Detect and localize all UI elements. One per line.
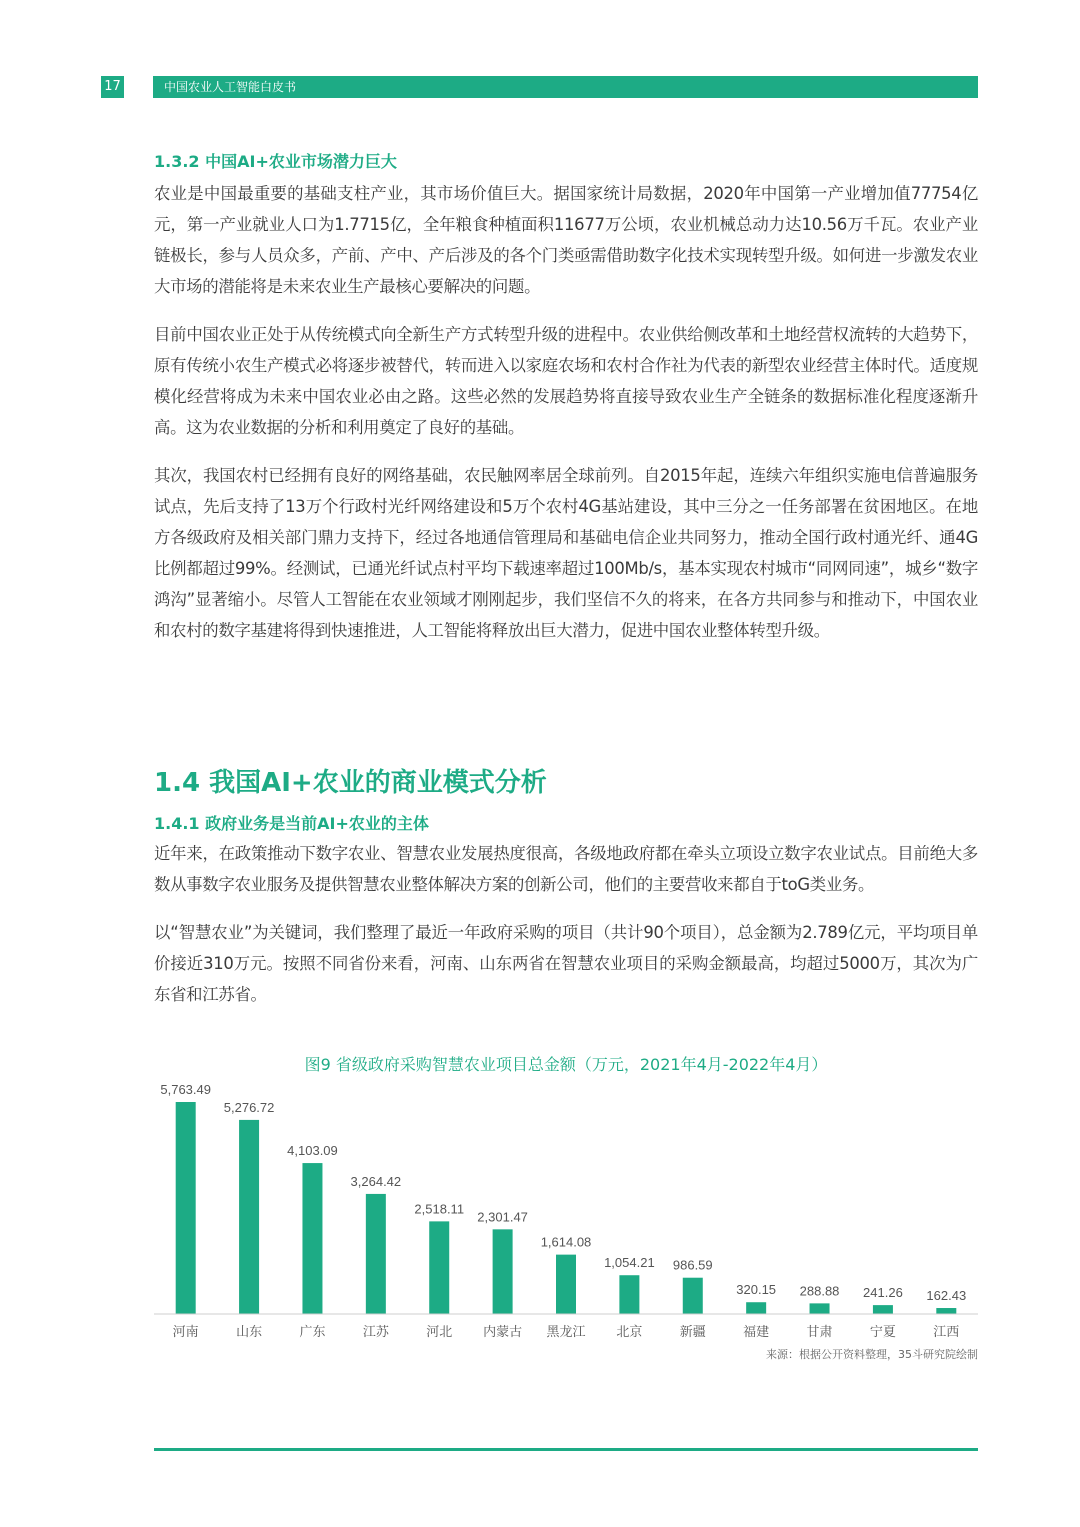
category-label: 河北	[426, 1325, 453, 1340]
footer-divider	[154, 1448, 978, 1451]
bar	[810, 1303, 830, 1314]
page-header	[101, 76, 978, 98]
bar	[746, 1302, 766, 1314]
bar	[873, 1305, 893, 1314]
category-label: 北京	[616, 1325, 643, 1340]
bar	[176, 1102, 196, 1314]
category-label: 新疆	[679, 1325, 706, 1340]
data-label: 2,518.11	[414, 1201, 465, 1217]
data-label: 5,276.72	[223, 1099, 275, 1115]
data-label: 162.43	[926, 1288, 967, 1304]
category-label: 山东	[236, 1325, 263, 1340]
data-label: 288.88	[799, 1283, 840, 1299]
bar	[302, 1163, 322, 1314]
section-heading-1-4: 1.4 我国AI+农业的商业模式分析	[154, 768, 547, 798]
data-label: 2,301.47	[477, 1209, 528, 1225]
document-title-bar: 中国农业人工智能白皮书	[153, 76, 978, 98]
data-label: 5,763.49	[160, 1082, 211, 1097]
bar	[239, 1120, 259, 1314]
paragraph: 其次，我国农村已经拥有良好的网络基础，农民触网率居全球前列。自2015年起，连续六年组织实施电信普遍服务试点，先后支持了13万个行政村光纤网络建设和5万个农村4G基站建设，其中三分之一任务部署在贫困地区。在地方各级政府及相关部门鼎力支持下，经过各地通信管理局和基础电信企业共同努力，推动全国行政村通光纤、通4G比例都超过99%。经测试，已通光纤试点村平均下载速率超过100Mb/s，基本实现农村城市“同网同速”，城乡“数字鸿沟”显著缩小。尽管人工智能在农业领域才刚刚起步，我们坚信不久的将来，在各方共同参与和推动下，中国农业和农村的数字基建将得到快速推进，人工智能将释放出巨大潜力，促进中国农业整体转型升级。	[154, 466, 978, 640]
data-label: 986.59	[672, 1257, 713, 1273]
bar	[366, 1194, 386, 1314]
bar	[683, 1278, 703, 1314]
category-label: 黑龙江	[546, 1325, 586, 1340]
data-label: 4,103.09	[287, 1143, 338, 1159]
category-label: 广东	[299, 1325, 326, 1340]
data-label: 3,264.42	[350, 1173, 402, 1189]
data-label: 1,614.08	[540, 1234, 592, 1250]
paragraph: 目前中国农业正处于从传统模式向全新生产方式转型升级的进程中。农业供给侧改革和土地经营权流转的大趋势下，原有传统小农生产模式必将逐步被替代，转而进入以家庭农场和农村合作社为代表的新型农业经营主体时代。适度规模化经营将成为未来中国农业必由之路。这些必然的发展趋势将直接导致农业生产全链条的数据标准化程度逐渐升高。这为农业数据的分析和利用奠定了良好的基础。	[154, 325, 978, 437]
category-label: 甘肃	[806, 1325, 833, 1340]
bar	[493, 1229, 513, 1314]
category-label: 福建	[743, 1325, 770, 1340]
section-heading-1-4-1: 1.4.1 政府业务是当前AI+农业的主体	[154, 814, 429, 833]
bar	[556, 1255, 576, 1314]
category-label: 河南	[172, 1325, 199, 1340]
bar	[619, 1275, 639, 1314]
section-1-4	[154, 762, 978, 1010]
data-label: 241.26	[863, 1285, 903, 1301]
section-1-3-2	[154, 149, 978, 646]
category-label: 江苏	[362, 1325, 389, 1340]
data-label: 1,054.21	[604, 1255, 655, 1271]
data-label: 320.15	[736, 1282, 777, 1298]
bar	[936, 1308, 956, 1314]
figure-title: 图9 省级政府采购智慧农业项目总金额（万元，2021年4月-2022年4月）	[304, 1055, 828, 1074]
paragraph: 近年来，在政策推动下数字农业、智慧农业发展热度很高，各级地政府都在牵头立项设立数字农业试点。目前绝大多数从事数字农业服务及提供智慧农业整体解决方案的创新公司，他们的主要营收来都自于toG类业务。	[154, 844, 978, 894]
paragraph: 以“智慧农业”为关键词，我们整理了最近一年政府采购的项目（共计90个项目），总金额为2.789亿元，平均项目单价接近310万元。按照不同省份来看，河南、山东两省在智慧农业项目的采购金额最高，均超过5000万，其次为广东省和江苏省。	[154, 923, 978, 1004]
page-number: 17	[101, 76, 124, 98]
figure-source: 来源：根据公开资料整理，35斗研究院绘制	[766, 1348, 978, 1361]
category-label: 内蒙古	[483, 1325, 523, 1340]
bar	[429, 1221, 449, 1314]
section-heading-1-3-2: 1.3.2 中国AI+农业市场潜力巨大	[154, 152, 397, 171]
category-label: 宁夏	[869, 1325, 896, 1340]
category-label: 江西	[933, 1325, 960, 1340]
paragraph: 农业是中国最重要的基础支柱产业，其市场价值巨大。据国家统计局数据，2020年中国第一产业增加值77754亿元，第一产业就业人口为1.7715亿，全年粮食种植面积11677万公顷，农业机械总动力达10.56万千瓦。农业产业链极长，参与人员众多，产前、产中、产后涉及的各个门类亟需借助数字化技术实现转型升级。如何进一步激发农业大市场的潜能将是未来农业生产最核心要解决的问题。	[154, 184, 978, 296]
bar-chart	[154, 1074, 978, 1344]
